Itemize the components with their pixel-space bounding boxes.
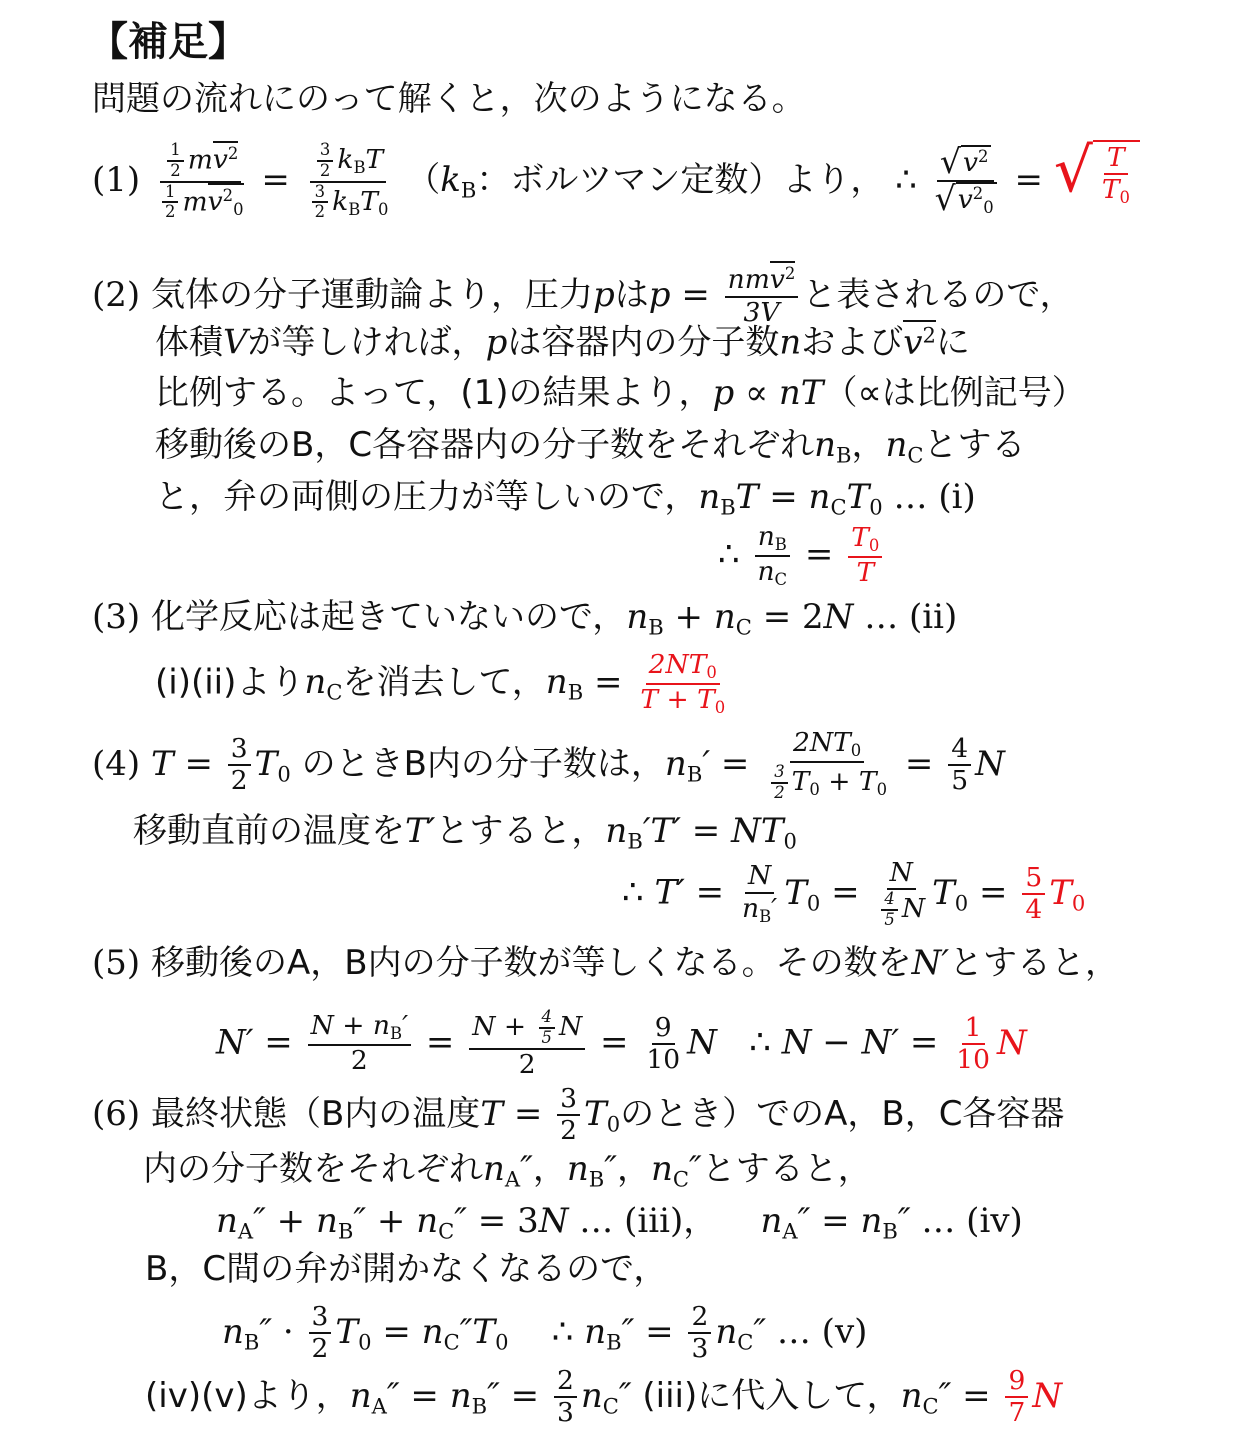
section-1-number: (1) xyxy=(92,160,141,200)
section-6-line-4: B，C間の弁が開かなくなるので， xyxy=(145,1249,668,1289)
boltzmann-note: ：ボルツマン定数）より， xyxy=(476,160,885,200)
section-6-number: (6) xyxy=(92,1093,141,1134)
section-6-line-6: (iv)(v)より，$n_A'' = n_B''$ = $\frac{2}{3}$ $n_C''$ (iii)に代入して，$n_C''$ = $\frac{9}{7}$ N xyxy=(145,1365,1063,1429)
pressure-formula: $\frac{nmv^2}{3V}$ xyxy=(725,265,799,328)
intro-text: 問題の流れにのって解くと，次のようになる。 xyxy=(92,79,806,119)
section-3-line-1: (3) 化学反応は起きていないので，$n_B + n_C = 2N$ … (ii) xyxy=(92,597,958,640)
answer-3: $\frac{2NT_0}{T + T_0}$ xyxy=(640,649,726,717)
kinetic-energy-ratio: $\frac{1}{2}$ $mv^2$ $\frac{1}{2}$ $mv^2_0$ xyxy=(155,141,247,223)
section-2-result: ∴ $\frac{n_B}{n_C}$ = $\frac{T_0}{T}$ xyxy=(718,522,886,590)
section-2-line-4: 移動後のB，C各容器内の分子数をそれぞれ$n_B$，$n_C$とする xyxy=(155,425,1026,468)
section-1: (1) $\frac{1}{2}$ $mv^2$ $\frac{1}{2}$ $mv^2_0$ = $\frac{3}{2}$ $k_BT$ $\frac{3}{2}$ $k_BT_0$ （$k_B$：ボルツマン定数）より， ∴ √ $v^2$ √ $v^2_0$ = √ $\frac{T}{T_0}$ xyxy=(92,140,1140,222)
section-3-number: (3) xyxy=(92,597,141,637)
section-4-number: (4) xyxy=(92,743,141,784)
section-6-line-2: 内の分子数をそれぞれ$n_A''$，$n_B''$，$n_C''$とすると， xyxy=(143,1149,872,1192)
section-2-line-1: (2) 気体の分子運動論より，圧力pはp = $\frac{nmv^2}{3V}$ と表されるので， xyxy=(92,265,1074,328)
section-6-line-3: $n_A'' + n_B'' + n_C'' = 3N$ … (iii)， $n_A'' = n_B''$ … (iv) xyxy=(216,1201,1023,1244)
section-2-number: (2) xyxy=(92,275,141,315)
section-5-result: N′ = $\frac{N + n_B'}{2}$ = N + $\frac{4}{5}$ N 2 = $\frac{9}{10}$ N ∴ N − N′ = $\frac{1}{10}$ N xyxy=(216,1007,1027,1080)
thermal-energy-ratio: $\frac{3}{2}$ $k_BT$ $\frac{3}{2}$ $k_BT_0$ xyxy=(305,141,392,223)
answer-1: √ $\frac{T}{T_0}$ xyxy=(1054,140,1140,208)
section-2-line-3: 比例する。よって，(1)の結果より，p ∝ nT（∝は比例記号） xyxy=(155,373,1086,413)
answer-5: $\frac{1}{10}$ N xyxy=(956,1011,1027,1076)
section-2-line-2: 体積Vが等しければ，pは容器内の分子数nおよび$v^2$に xyxy=(155,324,970,360)
section-2-line-5: と，弁の両側の圧力が等しいので，$n_BT = n_CT_0$ … (i) xyxy=(155,477,976,520)
page-title: 【補足】 xyxy=(88,19,248,65)
section-3-line-2: (i)(ii)より$n_C$を消去して，$n_B$ = $\frac{2NT_0}{T + T_0}$ xyxy=(155,650,732,718)
answer-2: $\frac{T_0}{T}$ xyxy=(848,523,882,588)
section-5-number: (5) xyxy=(92,943,141,983)
answer-4: $\frac{5}{4}$ $T_0$ xyxy=(1018,873,1085,913)
section-4-line-1: (4) T = $\frac{3}{2}$ $T_0$ のときB内の分子数は，$n_B'$ = $2NT_0$ $\frac{3}{2}$ $T_0 + T_0$ = $\frac{4}{5}$ N xyxy=(92,727,1005,802)
section-4-line-2: 移動直前の温度をT′とすると，$n_B'T' = NT_0$ xyxy=(133,811,797,854)
section-6-line-5: $n_B''$ · $\frac{3}{2}$ $T_0 = n_C''T_0$ ∴ $n_B''$ = $\frac{2}{3}$ $n_C''$ … (v) xyxy=(222,1301,868,1365)
answer-6: $\frac{9}{7}$ N xyxy=(1001,1376,1062,1416)
rms-speed-ratio: √ $v^2$ √ $v^2_0$ xyxy=(932,145,1000,218)
section-4-result: ∴ T′ = $\frac{N}{n_B'}$ $T_0$ = N $\frac{4}{5}$ N $T_0$ = $\frac{5}{4}$ $T_0$ xyxy=(622,857,1086,930)
section-5-line-1: (5) 移動後のA，B内の分子数が等しくなる。その数をN′とすると， xyxy=(92,943,1120,983)
section-6-line-1: (6) 最終状態（B内の温度T = $\frac{3}{2}$ $T_0$のとき）でのA，B，C各容器 xyxy=(92,1083,1065,1147)
boltzmann-symbol: $k_B$ xyxy=(440,160,477,203)
